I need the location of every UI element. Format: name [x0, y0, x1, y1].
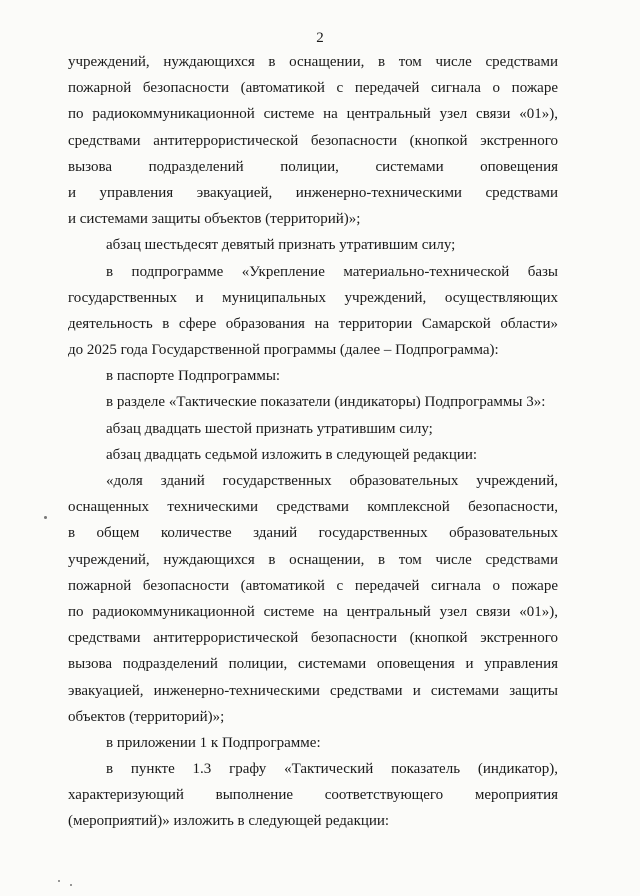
text-line: оснащенных техническими средствами комплексной безопасности, — [68, 499, 558, 516]
scan-speck — [58, 880, 60, 882]
text-line: абзац двадцать седьмой изложить в следующей редакции: — [106, 446, 478, 463]
text-line: деятельность в сфере образования на территории Самарской области» — [68, 315, 558, 332]
text-line: учреждений, нуждающихся в оснащении, в том числе средствами — [68, 54, 558, 70]
text-line: вызова подразделений полиции, системами оповещения и управления — [68, 656, 558, 673]
text-line: в паспорте Подпрограммы: — [106, 368, 281, 385]
text-line: пожарной безопасности (автоматикой с передачей сигнала о пожаре — [68, 577, 558, 594]
text-line: средствами антитеррористической безопасности (кнопкой экстренного — [68, 132, 558, 149]
text-line: вызова подразделений полиции, системами оповещения — [68, 158, 558, 175]
text-line: средствами антитеррористической безопасности (кнопкой экстренного — [68, 630, 558, 647]
text-line: абзац шестьдесят девятый признать утратившим силу; — [106, 237, 456, 254]
text-line: в разделе «Тактические показатели (индикаторы) Подпрограммы 3»: — [106, 394, 546, 411]
text-line: до 2025 года Государственной программы (далее – Подпрограмма): — [68, 342, 499, 359]
text-line: государственных и муниципальных учреждений, осуществляющих — [68, 289, 558, 306]
text-line: и системами защиты объектов (территорий)»; — [68, 211, 361, 228]
text-line: характеризующий выполнение соответствующего мероприятия — [68, 787, 558, 804]
scan-speck — [70, 884, 72, 886]
text-line: в общем количестве зданий государственных образовательных — [68, 525, 558, 542]
text-line: в подпрограмме «Укрепление материально-технической базы — [106, 263, 558, 280]
text-line: в приложении 1 к Подпрограмме: — [106, 734, 321, 751]
text-line: по радиокоммуникационной системе на центральный узел связи «01»), — [68, 106, 558, 123]
text-line: (мероприятий)» изложить в следующей редакции: — [68, 813, 390, 830]
text-line: учреждений, нуждающихся в оснащении, в том числе средствами — [68, 551, 558, 568]
text-line: в пункте 1.3 графу «Тактический показатель (индикатор), — [106, 761, 558, 778]
text-line: эвакуацией, инженерно-техническими средствами и системами защиты — [68, 682, 558, 699]
text-line: пожарной безопасности (автоматикой с передачей сигнала о пожаре — [68, 80, 558, 97]
scan-speck — [44, 516, 47, 519]
text-line: и управления эвакуацией, инженерно-техническими средствами — [68, 184, 558, 201]
document-body — [68, 49, 558, 835]
text-line: по радиокоммуникационной системе на центральный узел связи «01»), — [68, 603, 558, 620]
text-line: объектов (территорий)»; — [68, 708, 225, 725]
page-number: 2 — [316, 30, 324, 46]
text-line: «доля зданий государственных образовательных учреждений, — [106, 473, 558, 489]
text-line: абзац двадцать шестой признать утратившим силу; — [106, 420, 433, 437]
